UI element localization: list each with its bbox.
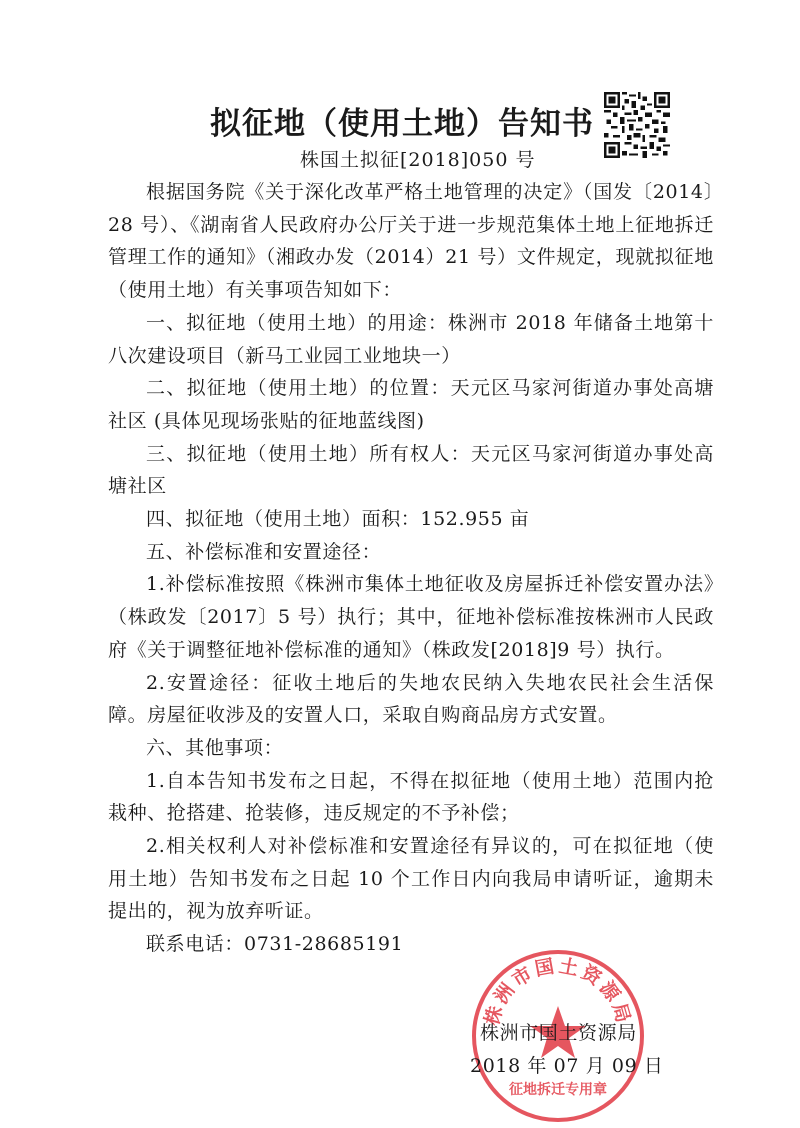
paragraph-other-2: 2.相关权利人对补偿标准和安置途径有异议的，可在拟征地（使用土地）告知书发布之日起 10 个工作日内向我局申请听证，逾期未提出的，视为放弃听证。: [108, 835, 714, 923]
document-body: [108, 176, 714, 961]
seal-text: 株洲市国土资源局: [480, 954, 636, 1028]
qr-code-icon: [604, 92, 670, 158]
document-title: 拟征地（使用土地）告知书: [210, 106, 594, 142]
paragraph-area: 四、拟征地（使用土地）面积：152.955 亩: [146, 508, 530, 531]
paragraph-intro: 根据国务院《关于深化改革严格土地管理的决定》（国发〔2014〕28 号）、《湖南省人民政府办公厅关于进一步规范集体土地上征地拆迁管理工作的通知》（湘政办发（2014）21 号）文件规定，现就拟征地（使用土地）有关事项告知如下：: [108, 181, 714, 302]
paragraph-location: 二、拟征地（使用土地）的位置：天元区马家河街道办事处高塘社区 (具体见现场张贴的征地蓝线图): [108, 377, 714, 432]
document-number: 株国土拟征[2018]050 号: [300, 149, 536, 171]
issuer-signature: 株洲市国土资源局: [480, 1022, 637, 1044]
paragraph-purpose: 一、拟征地（使用土地）的用途：株洲市 2018 年储备土地第十八次建设项目（新马工业园工业地块一）: [108, 311, 714, 367]
paragraph-compensation-heading: 五、补偿标准和安置途径：: [146, 540, 382, 563]
paragraph-compensation-standard: 1.补偿标准按照《株洲市集体土地征收及房屋拆迁补偿安置办法》（株政发〔2017〕5 号）执行；其中，征地补偿标准按株洲市人民政府《关于调整征地补偿标准的通知》（株政发[2018]9 号）执行。: [108, 573, 714, 661]
paragraph-contact: 联系电话：0731-28685191: [146, 933, 404, 956]
paragraph-owner: 三、拟征地（使用土地）所有权人：天元区马家河街道办事处高塘社区: [108, 442, 714, 498]
paragraph-other-1: 1.自本告知书发布之日起，不得在拟征地（使用土地）范围内抢栽种、抢搭建、抢装修，违反规定的不予补偿；: [108, 769, 714, 825]
paragraph-resettlement: 2.安置途径：征收土地后的失地农民纳入失地农民社会生活保障。房屋征收涉及的安置人口，采取自购商品房方式安置。: [108, 671, 714, 727]
paragraph-other-heading: 六、其他事项：: [146, 736, 284, 759]
seal-subtext: 征地拆迁专用章: [509, 1082, 607, 1098]
issue-date: 2018 年 07 月 09 日: [470, 1055, 664, 1077]
